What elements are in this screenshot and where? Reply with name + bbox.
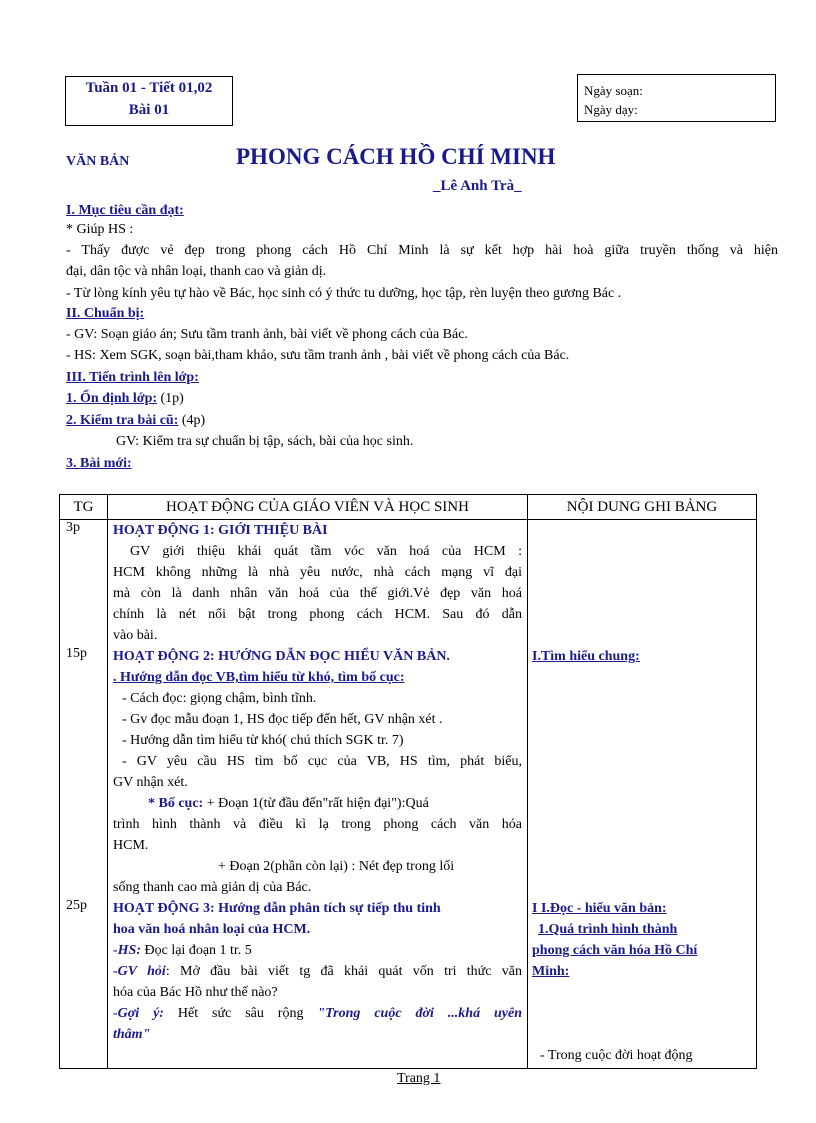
step-1-time: (1p) <box>157 391 184 406</box>
activity-3-title: HOẠT ĐỘNG 3: Hướng dẫn phân tích sự tiếp thu tinh <box>113 901 441 916</box>
section-3-heading: III. Tiến trình lên lớp: <box>66 370 199 385</box>
step-1-label: 1. Ổn định lớp: <box>66 391 158 406</box>
table-header-tg: TG <box>60 495 108 520</box>
hint-text: Hết sức sâu rộng <box>163 1006 318 1021</box>
content-column <box>528 520 757 1069</box>
activity-2-line: - GV yêu cầu HS tìm bố cục của VB, HS tìm, phát biểu, <box>122 754 522 769</box>
content-heading-2: I I.Đọc - hiểu văn bản: <box>532 901 667 916</box>
page-title: PHONG CÁCH HỒ CHÍ MINH <box>236 144 556 169</box>
hs-label: -HS: <box>113 943 141 958</box>
structure-line: sống thanh cao mà giản dị của Bác. <box>113 880 312 895</box>
hint-line <box>113 1003 522 1024</box>
step-1 <box>66 388 778 409</box>
structure-line: + Đoạn 2(phần còn lại) : Nét đẹp trong lối <box>218 859 455 874</box>
activity-1-line: HCM không những là nhà yêu nước, nhà cách mạng vĩ đại <box>113 565 522 580</box>
step-2 <box>66 410 778 431</box>
content-line: - Trong cuộc đời hoạt động <box>540 1048 693 1063</box>
structure-part-1: + Đoạn 1(từ đầu đến"rất hiện đại"):Quá <box>203 796 429 811</box>
tg-column <box>60 520 108 1069</box>
page-number: Trang 1 <box>397 1071 441 1086</box>
prep-date: Ngày soạn: <box>584 83 643 98</box>
tg-value: 25p <box>66 898 87 913</box>
gv-text: : Mở đầu bài viết tg đã khái quát vốn tri thức văn <box>165 964 522 979</box>
genre-label: VĂN BẢN <box>66 154 130 169</box>
lesson-number: Bài 01 <box>128 102 170 118</box>
structure-line: trình hình thành và điều kì lạ trong phong cách văn hóa <box>113 817 522 832</box>
content-subheading: 1.Quá trình hình thành <box>538 922 678 937</box>
activity-1-line: vào bài. <box>113 628 158 643</box>
date-info-box <box>577 74 776 122</box>
activities-column <box>108 520 528 1069</box>
gv-line <box>113 961 522 982</box>
activity-2-line: GV nhận xét. <box>113 775 188 790</box>
section-1-line: đại, dân tộc và nhân loại, thanh cao và giản dị. <box>66 264 327 279</box>
tg-value: 3p <box>66 520 80 535</box>
hs-line <box>113 940 252 961</box>
section-2-heading: II. Chuẩn bị: <box>66 306 145 321</box>
activity-2-subtitle: . Hướng dẫn đọc VB,tìm hiểu từ khó, tìm bố cục: <box>113 670 405 685</box>
activity-2-line: - Cách đọc: giọng chậm, bình tĩnh. <box>122 691 317 706</box>
content-subheading: phong cách văn hóa Hồ Chí <box>532 943 698 958</box>
structure-label: * Bố cục: <box>148 796 204 811</box>
table-header-content: NỘI DUNG GHI BẢNG <box>528 495 757 520</box>
structure-line: HCM. <box>113 838 149 853</box>
teach-date: Ngày dạy: <box>584 102 638 117</box>
activity-2-title: HOẠT ĐỘNG 2: HƯỚNG DẪN ĐỌC HIỂU VĂN BẢN. <box>113 649 450 664</box>
activity-1-line: chính là nét nổi bật trong phong cách HCM. Sau đó dẫn <box>113 607 522 622</box>
gv-label: -GV hỏi <box>113 964 166 979</box>
activity-1-line: GV giới thiệu khái quát tầm vóc văn hoá của HCM : <box>130 544 522 559</box>
section-1-line: - Từ lòng kính yêu tự hào về Bác, học sinh có ý thức tu dưỡng, học tập, rèn luyện theo gương Bác . <box>66 286 622 301</box>
activity-1-title: HOẠT ĐỘNG 1: GIỚI THIỆU BÀI <box>113 523 328 538</box>
content-heading-1: I.Tìm hiểu chung: <box>532 649 640 664</box>
section-2-line: - GV: Soạn giáo án; Sưu tầm tranh ảnh, bài viết về phong cách của Bác. <box>66 327 468 342</box>
step-2-time: (4p) <box>178 413 206 428</box>
section-1-heading: I. Mục tiêu cần đạt: <box>66 203 184 218</box>
step-2-label: 2. Kiểm tra bài cũ: <box>66 413 179 428</box>
tg-value: 15p <box>66 646 87 661</box>
hint-quote-end: thâm" <box>113 1027 151 1042</box>
activity-3-title: hoa văn hoá nhân loại của HCM. <box>113 922 311 937</box>
author: _Lê Anh Trà_ <box>433 178 522 194</box>
activity-2-line: - Hướng dẫn tìm hiểu từ khó( chú thích SGK tr. 7) <box>122 733 404 748</box>
hint-quote: "Trong cuộc đời ...khá uyên <box>317 1006 522 1021</box>
lesson-week: Tuần 01 - Tiết 01,02 <box>85 80 213 96</box>
table-header-row <box>60 495 757 520</box>
gv-line: hóa của Bác Hồ như thế nào? <box>113 985 278 1000</box>
lesson-info-box <box>65 76 233 126</box>
step-2-text: GV: Kiểm tra sự chuẩn bị tập, sách, bài của học sinh. <box>116 434 414 449</box>
table-row <box>60 520 757 1069</box>
hint-label: -Gợi ý: <box>113 1006 164 1021</box>
table-header-activities: HOẠT ĐỘNG CỦA GIÁO VIÊN VÀ HỌC SINH <box>108 495 528 520</box>
section-2-line: - HS: Xem SGK, soạn bài,tham khảo, sưu tầm tranh ảnh , bài viết về phong cách của Bác. <box>66 348 570 363</box>
hs-text: Đọc lại đoạn 1 tr. 5 <box>141 943 252 958</box>
activity-2-line: - Gv đọc mẫu đoạn 1, HS đọc tiếp đến hết, GV nhận xét . <box>122 712 443 727</box>
structure-line <box>148 793 429 814</box>
content-subheading: Minh: <box>532 964 570 979</box>
activity-1-line: mà còn là danh nhân văn hoá của thế giới.Vẻ đẹp văn hoá <box>113 586 522 601</box>
section-1-line: * Giúp HS : <box>66 222 134 237</box>
step-3-label: 3. Bài mới: <box>66 456 132 471</box>
section-1-line: - Thấy được vẻ đẹp trong phong cách Hồ Chí Minh là sự kết hợp hài hoà giữa truyền thống và hiện <box>66 243 778 258</box>
lesson-table <box>59 494 757 1069</box>
